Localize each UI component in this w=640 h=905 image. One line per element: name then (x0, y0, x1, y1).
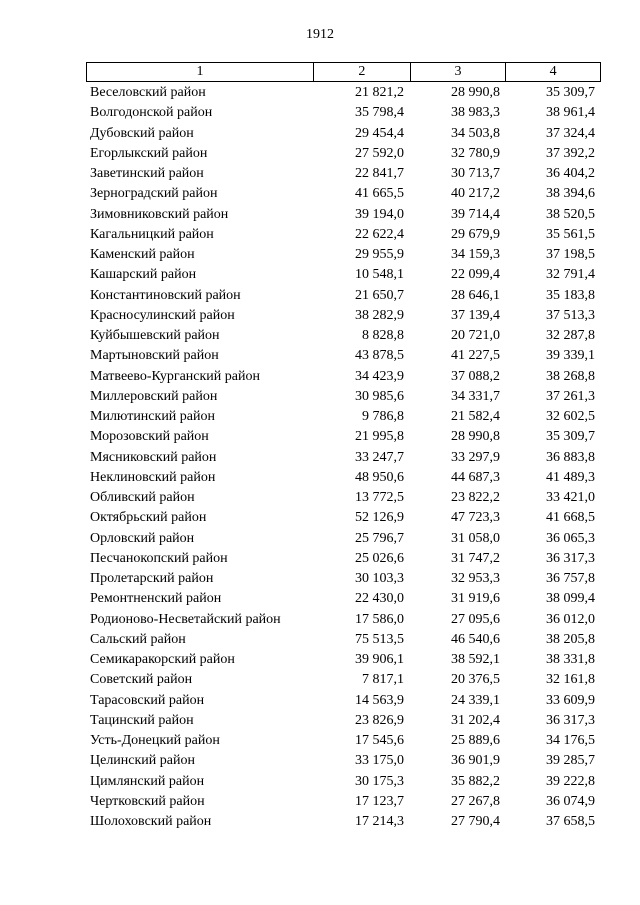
value-col-3-cell: 25 889,6 (451, 733, 500, 748)
district-name-cell: Константиновский район (90, 287, 241, 303)
value-col-4-cell: 38 331,8 (546, 652, 595, 667)
value-col-4-cell: 37 513,3 (546, 307, 595, 323)
table-row (86, 427, 601, 447)
district-name-cell: Орловский район (90, 530, 195, 546)
district-name-cell: Октябрьский район (90, 510, 207, 526)
value-col-4-cell: 37 392,2 (546, 145, 595, 161)
value-col-2-cell: 17 545,6 (355, 733, 404, 748)
district-name-cell: Егорлыкский район (90, 145, 208, 161)
table-row (86, 306, 601, 326)
district-name-cell: Волгодонской район (90, 105, 213, 121)
value-col-2-cell: 39 194,0 (355, 206, 404, 222)
value-col-3-cell: 46 540,6 (451, 631, 500, 647)
header-col-2: 2 (313, 63, 410, 81)
district-name-cell: Мясниковский район (90, 449, 217, 465)
table-row (86, 508, 601, 528)
value-col-4-cell: 36 757,8 (546, 571, 595, 586)
value-col-4-cell: 39 222,8 (546, 773, 595, 789)
table-row (86, 245, 601, 265)
table-row (86, 225, 601, 245)
district-name-cell: Мартыновский район (90, 348, 219, 364)
value-col-2-cell: 48 950,6 (355, 469, 404, 485)
value-col-3-cell: 40 217,2 (451, 186, 500, 202)
value-col-2-cell: 22 430,0 (355, 591, 404, 607)
value-col-2-cell: 30 985,6 (355, 388, 404, 404)
value-col-3-cell: 34 159,3 (451, 247, 500, 262)
district-name-cell: Заветинский район (90, 166, 204, 181)
value-col-2-cell: 29 454,4 (355, 125, 404, 141)
value-col-3-cell: 22 099,4 (451, 267, 500, 283)
district-name-cell: Обливский район (90, 490, 195, 505)
value-col-4-cell: 38 520,5 (546, 206, 595, 222)
value-col-2-cell: 41 665,5 (355, 186, 404, 202)
value-col-4-cell: 36 074,9 (546, 793, 595, 809)
table-row (86, 751, 601, 771)
value-col-2-cell: 33 247,7 (355, 449, 404, 465)
value-col-2-cell: 17 214,3 (355, 814, 404, 829)
value-col-4-cell: 35 309,7 (546, 85, 595, 100)
table-row (86, 164, 601, 184)
value-col-2-cell: 29 955,9 (355, 247, 404, 262)
value-col-4-cell: 41 668,5 (546, 510, 595, 526)
value-col-2-cell: 7 817,1 (362, 672, 404, 688)
value-col-3-cell: 30 713,7 (451, 166, 500, 181)
value-col-3-cell: 27 267,8 (451, 793, 500, 809)
value-col-2-cell: 35 798,4 (355, 105, 404, 121)
value-col-3-cell: 35 882,2 (451, 773, 500, 789)
table-row (86, 346, 601, 366)
district-name-cell: Тарасовский район (90, 692, 205, 708)
district-name-cell: Веселовский район (90, 85, 206, 100)
table-row (86, 124, 601, 144)
table-row (86, 650, 601, 670)
value-col-3-cell: 44 687,3 (451, 469, 500, 485)
table-header-row (86, 62, 601, 82)
value-col-2-cell: 30 175,3 (355, 773, 404, 789)
value-col-4-cell: 39 339,1 (546, 348, 595, 364)
table-row (86, 772, 601, 792)
table-row (86, 630, 601, 650)
value-col-3-cell: 34 331,7 (451, 388, 500, 404)
value-col-4-cell: 41 489,3 (546, 469, 595, 485)
value-col-4-cell: 36 065,3 (546, 530, 595, 546)
table-row (86, 529, 601, 549)
table-row (86, 387, 601, 407)
value-col-2-cell: 8 828,8 (362, 328, 404, 343)
value-col-4-cell: 32 287,8 (546, 328, 595, 343)
table-row (86, 549, 601, 569)
value-col-4-cell: 38 268,8 (546, 368, 595, 384)
value-col-3-cell: 38 592,1 (451, 652, 500, 667)
value-col-2-cell: 14 563,9 (355, 692, 404, 708)
value-col-2-cell: 25 796,7 (355, 530, 404, 546)
district-name-cell: Целинский район (90, 753, 195, 769)
value-col-4-cell: 37 198,5 (546, 247, 595, 262)
value-col-2-cell: 17 586,0 (355, 611, 404, 627)
value-col-2-cell: 22 841,7 (355, 166, 404, 181)
value-col-3-cell: 31 919,6 (451, 591, 500, 607)
value-col-2-cell: 30 103,3 (355, 571, 404, 586)
value-col-3-cell: 33 297,9 (451, 449, 500, 465)
value-col-4-cell: 36 012,0 (546, 611, 595, 627)
value-col-3-cell: 28 646,1 (451, 287, 500, 303)
value-col-4-cell: 32 791,4 (546, 267, 595, 283)
value-col-4-cell: 33 609,9 (546, 692, 595, 708)
value-col-3-cell: 47 723,3 (451, 510, 500, 526)
district-name-cell: Песчанокопский район (90, 550, 228, 566)
value-col-4-cell: 38 961,4 (546, 105, 595, 121)
district-name-cell: Родионово-Несветайский район (90, 611, 281, 627)
district-name-cell: Зерноградский район (90, 186, 218, 202)
value-col-3-cell: 31 058,0 (451, 530, 500, 546)
value-col-2-cell: 27 592,0 (355, 145, 404, 161)
district-name-cell: Сальский район (90, 631, 186, 647)
value-col-2-cell: 21 650,7 (355, 287, 404, 303)
value-col-3-cell: 28 990,8 (451, 85, 500, 100)
value-col-4-cell: 36 317,3 (546, 712, 595, 728)
table-row (86, 488, 601, 508)
table-row (86, 286, 601, 306)
value-col-4-cell: 37 324,4 (546, 125, 595, 141)
district-name-cell: Цимлянский район (90, 773, 205, 789)
value-col-3-cell: 32 780,9 (451, 145, 500, 161)
value-col-2-cell: 13 772,5 (355, 490, 404, 505)
district-name-cell: Матвеево-Курганский район (90, 368, 260, 384)
district-name-cell: Пролетарский район (90, 571, 214, 586)
table-row (86, 792, 601, 812)
value-col-3-cell: 36 901,9 (451, 753, 500, 769)
value-col-3-cell: 37 088,2 (451, 368, 500, 384)
district-name-cell: Шолоховский район (90, 814, 212, 829)
table-row (86, 812, 601, 832)
table-row (86, 367, 601, 387)
value-col-4-cell: 34 176,5 (546, 733, 595, 748)
district-name-cell: Чертковский район (90, 793, 205, 809)
value-col-3-cell: 27 095,6 (451, 611, 500, 627)
district-name-cell: Куйбышевский район (90, 328, 220, 343)
header-col-4: 4 (505, 63, 600, 81)
district-name-cell: Морозовский район (90, 429, 209, 445)
value-col-3-cell: 28 990,8 (451, 429, 500, 445)
value-col-4-cell: 38 205,8 (546, 631, 595, 647)
value-col-3-cell: 37 139,4 (451, 307, 500, 323)
value-col-4-cell: 39 285,7 (546, 753, 595, 769)
district-name-cell: Дубовский район (90, 125, 194, 141)
district-table (86, 62, 601, 832)
table-row (86, 144, 601, 164)
value-col-4-cell: 35 561,5 (546, 226, 595, 242)
district-name-cell: Неклиновский район (90, 469, 216, 485)
value-col-3-cell: 24 339,1 (451, 692, 500, 708)
value-col-2-cell: 34 423,9 (355, 368, 404, 384)
value-col-2-cell: 23 826,9 (355, 712, 404, 728)
table-row (86, 569, 601, 589)
table-row (86, 731, 601, 751)
table-row (86, 448, 601, 468)
value-col-3-cell: 23 822,2 (451, 490, 500, 505)
table-row (86, 184, 601, 204)
district-name-cell: Зимовниковский район (90, 206, 229, 222)
value-col-2-cell: 9 786,8 (362, 409, 404, 424)
table-row (86, 83, 601, 103)
district-name-cell: Кашарский район (90, 267, 197, 283)
value-col-3-cell: 21 582,4 (451, 409, 500, 424)
value-col-3-cell: 29 679,9 (451, 226, 500, 242)
value-col-3-cell: 34 503,8 (451, 125, 500, 141)
district-name-cell: Ремонтненский район (90, 591, 222, 607)
value-col-3-cell: 31 747,2 (451, 550, 500, 566)
district-name-cell: Советский район (90, 672, 193, 688)
value-col-2-cell: 10 548,1 (355, 267, 404, 283)
table-row (86, 326, 601, 346)
value-col-2-cell: 38 282,9 (355, 307, 404, 323)
value-col-4-cell: 36 317,3 (546, 550, 595, 566)
value-col-2-cell: 21 821,2 (355, 85, 404, 100)
value-col-4-cell: 32 602,5 (546, 409, 595, 424)
value-col-4-cell: 35 183,8 (546, 287, 595, 303)
value-col-4-cell: 38 099,4 (546, 591, 595, 607)
page-number: 1912 (306, 27, 334, 42)
table-row (86, 265, 601, 285)
district-name-cell: Кагальницкий район (90, 226, 214, 242)
value-col-3-cell: 38 983,3 (451, 105, 500, 121)
district-name-cell: Тацинский район (90, 712, 194, 728)
value-col-2-cell: 21 995,8 (355, 429, 404, 445)
table-row (86, 103, 601, 123)
value-col-2-cell: 25 026,6 (355, 550, 404, 566)
value-col-2-cell: 39 906,1 (355, 652, 404, 667)
table-row (86, 205, 601, 225)
value-col-3-cell: 20 721,0 (451, 328, 500, 343)
district-name-cell: Миллеровский район (90, 388, 218, 404)
table-body (86, 82, 601, 832)
district-name-cell: Каменский район (90, 247, 195, 262)
table-row (86, 691, 601, 711)
table-row (86, 589, 601, 609)
value-col-3-cell: 27 790,4 (451, 814, 500, 829)
value-col-3-cell: 32 953,3 (451, 571, 500, 586)
value-col-2-cell: 17 123,7 (355, 793, 404, 809)
value-col-4-cell: 37 261,3 (546, 388, 595, 404)
value-col-2-cell: 52 126,9 (355, 510, 404, 526)
table-row (86, 711, 601, 731)
value-col-3-cell: 31 202,4 (451, 712, 500, 728)
value-col-2-cell: 75 513,5 (355, 631, 404, 647)
value-col-4-cell: 32 161,8 (546, 672, 595, 688)
table-row (86, 670, 601, 690)
table-row (86, 610, 601, 630)
value-col-4-cell: 33 421,0 (546, 490, 595, 505)
value-col-2-cell: 33 175,0 (355, 753, 404, 769)
value-col-2-cell: 22 622,4 (355, 226, 404, 242)
value-col-3-cell: 20 376,5 (451, 672, 500, 688)
value-col-4-cell: 37 658,5 (546, 814, 595, 829)
district-name-cell: Усть-Донецкий район (90, 733, 220, 748)
table-row (86, 468, 601, 488)
value-col-4-cell: 35 309,7 (546, 429, 595, 445)
value-col-3-cell: 39 714,4 (451, 206, 500, 222)
value-col-4-cell: 36 404,2 (546, 166, 595, 181)
district-name-cell: Милютинский район (90, 409, 216, 424)
district-name-cell: Семикаракорский район (90, 652, 235, 667)
value-col-4-cell: 38 394,6 (546, 186, 595, 202)
header-col-3: 3 (410, 63, 506, 81)
table-row (86, 407, 601, 427)
district-name-cell: Красносулинский район (90, 307, 235, 323)
header-col-1: 1 (196, 64, 204, 79)
value-col-2-cell: 43 878,5 (355, 348, 404, 364)
value-col-3-cell: 41 227,5 (451, 348, 500, 364)
value-col-4-cell: 36 883,8 (546, 449, 595, 465)
